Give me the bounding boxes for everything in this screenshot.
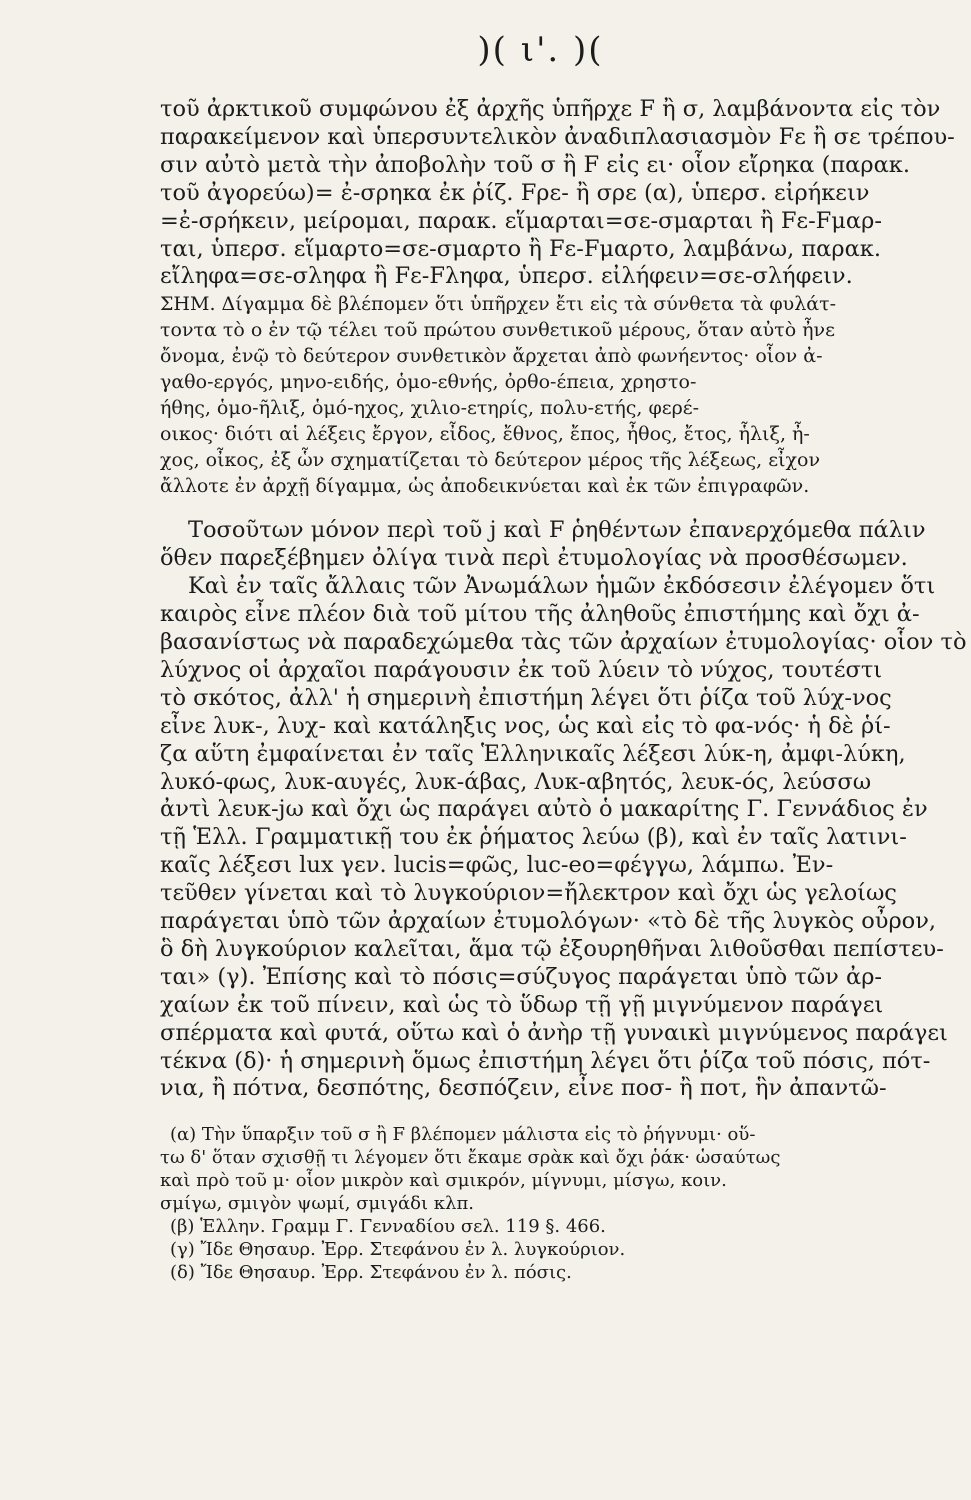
text-line: σιν αὐτὸ μετὰ τὴν ἀποβολὴν τοῦ σ ἢ F εἰς ει· οἷον εἴρηκα (παρακ. [160, 151, 910, 178]
text-line: ἀντὶ λευκ-jω καὶ ὄχι ὡς παράγει αὐτὸ ὁ μακαρίτης Γ. Γεννάδιος ἐν [160, 796, 928, 823]
note-line: χος, οἶκος, ἐξ ὧν σχηματίζεται τὸ δεύτερον μέρος τῆς λέξεως, εἶχον [160, 449, 820, 472]
text-line: =ἐ-σρήκειν, μείρομαι, παρακ. εἵμαρται=σε-σμαρται ἢ Fε-Fμαρ- [160, 207, 882, 234]
text-line: ὅθεν παρεξέβημεν ὀλίγα τινὰ περὶ ἐτυμολογίας νὰ προσθέσωμεν. [160, 545, 908, 572]
footnote-b: (β) Ἑλλην. Γραμμ Γ. Γενναδίου σελ. 119 §. 466. [170, 1216, 606, 1238]
text-line: ὃ δὴ λυγκούριον καλεῖται, ἅμα τῷ ἐξουρηθῆναι λιθοῦσθαι πεπίστευ- [160, 935, 944, 962]
text-line: ται» (γ). Ἐπίσης καὶ τὸ πόσις=σύζυγος παράγεται ὑπὸ τῶν ἀρ- [160, 963, 883, 990]
text-line: Τοσοῦτων μόνον περὶ τοῦ j καὶ F ῥηθέντων ἐπανερχόμεθα πάλιν [188, 517, 926, 544]
text-line: χαίων ἐκ τοῦ πίνειν, καὶ ὡς τὸ ὕδωρ τῇ γῇ μιγνύμενον παράγει [160, 991, 884, 1018]
note-line: ὄνομα, ἐνῷ τὸ δεύτερον συνθετικὸν ἄρχεται ἀπὸ φωνήεντος· οἷον ἀ- [160, 345, 823, 368]
note-line: τοντα τὸ ο ἐν τῷ τέλει τοῦ πρώτου συνθετικοῦ μέρους, ὅταν αὐτὸ ἦνε [160, 319, 835, 342]
text-line: σπέρματα καὶ φυτά, οὕτω καὶ ὁ ἀνὴρ τῇ γυναικὶ μιγνύμενος παράγει [160, 1019, 948, 1046]
paragraph-2 [160, 517, 926, 573]
text-line: ζα αὕτη ἐμφαίνεται ἐν ταῖς Ἑλληνικαῖς λέξεσι λύκ-η, ἀμφι-λύκη, [160, 740, 906, 767]
footnote-a-line: καὶ πρὸ τοῦ μ· οἷον μικρὸν καὶ σμικρόν, μίγνυμι, μίσγω, κοιν. [160, 1170, 727, 1192]
text-line: τοῦ ἀγορεύω)= ἐ-σρηκα ἐκ ῥίζ. Fρε- ἢ σρε (α), ὑπερσ. εἰρήκειν [160, 179, 870, 206]
text-line: τὸ σκότος, ἀλλ' ἡ σημερινὴ ἐπιστήμη λέγει ὅτι ῥίζα τοῦ λύχ-νος [160, 684, 892, 711]
paragraph-3 [160, 573, 967, 1103]
text-line: τῇ Ἑλλ. Γραμματικῇ του ἐκ ῥήματος λεύω (β), καὶ ἐν ταῖς λατινι- [160, 824, 907, 851]
note-line: ἄλλοτε ἐν ἀρχῇ δίγαμμα, ὡς ἀποδεικνύεται καὶ ἐκ τῶν ἐπιγραφῶν. [160, 475, 810, 498]
text-line: εἶνε λυκ-, λυχ- καὶ κατάληξις νος, ὡς καὶ εἰς τὸ φα-νός· ἡ δὲ ῥί- [160, 712, 891, 739]
text-line: Καὶ ἐν ταῖς ἄλλαις τῶν Ἀνωμάλων ἡμῶν ἐκδόσεσιν ἐλέγομεν ὅτι [188, 573, 936, 600]
text-line: παράγεται ὑπὸ τῶν ἀρχαίων ἐτυμολόγων· «τὸ δὲ τῆς λυγκὸς οὖρον, [160, 908, 937, 935]
text-line: λύχνος οἱ ἀρχαῖοι παράγουσιν ἐκ τοῦ λύειν τὸ νύχος, τουτέστι [160, 656, 883, 683]
text-line: τέκνα (δ)· ἡ σημερινὴ ὅμως ἐπιστήμη λέγει ὅτι ῥίζα τοῦ πόσις, πότ- [160, 1047, 931, 1074]
text-line: παρακείμενον καὶ ὑπερσυντελικὸν ἀναδιπλασιασμὸν Fε ἢ σε τρέπου- [160, 123, 955, 150]
footnote-d: (δ) Ἴδε Θησαυρ. Ἐρρ. Στεφάνου ἐν λ. πόσις. [170, 1262, 572, 1284]
note-line: ήθης, ὁμο-ῆλιξ, ὁμό-ηχος, χιλιο-ετηρίς, πολυ-ετής, φερέ- [160, 397, 700, 420]
text-line: τεῦθεν γίνεται καὶ τὸ λυγκούριον=ἤλεκτρον καὶ ὄχι ὡς γελοίως [160, 880, 897, 907]
text-line: καιρὸς εἶνε πλέον διὰ τοῦ μίτου τῆς ἀληθοῦς ἐπιστήμης καὶ ὄχι ἀ- [160, 601, 920, 628]
note-line: ΣΗΜ. Δίγαμμα δὲ βλέπομεν ὅτι ὑπῆρχεν ἔτι εἰς τὰ σύνθετα τὰ φυλάτ- [160, 293, 837, 316]
text-line: ται, ὑπερσ. εἵμαρτο=σε-σμαρτο ἢ Fε-Fμαρτο, λαμβάνω, παρακ. [160, 235, 881, 262]
text-line: βασανίστως νὰ παραδεχώμεθα τὰς τῶν ἀρχαίων ἐτυμολογίας· οἷον τὸ [160, 628, 967, 655]
page-number: )( ι'. )( [477, 30, 604, 70]
note-line: γαθο-εργός, μηνο-ειδής, ὁμο-εθνής, ὀρθο-έπεια, χρηστο- [160, 371, 697, 394]
text-line: καῖς λέξεσι lux γεν. lucis=φῶς, luc-eo=φέγγω, λάμπω. Ἐν- [160, 852, 834, 879]
note-line: οικος· διότι αἱ λέξεις ἔργον, εἶδος, ἔθνος, ἔπος, ἦθος, ἔτος, ἧλιξ, ἦ- [160, 423, 810, 446]
text-line: εἴληφα=σε-σληφα ἢ Fε-Fληφα, ὑπερσ. εἰλήφειν=σε-σλήφειν. [160, 263, 853, 290]
text-line: τοῦ ἀρκτικοῦ συμφώνου ἐξ ἀρχῆς ὑπῆρχε F ἢ σ, λαμβάνοντα εἰς τὸν [160, 96, 941, 122]
footnotes [160, 1123, 920, 1284]
footnote-a-line: (α) Τὴν ὕπαρξιν τοῦ σ ἢ F βλέπομεν μάλιστα εἰς τὸ ῥήγνυμι· οὕ- [170, 1124, 756, 1146]
note-block [160, 291, 920, 499]
footnote-a-line: τω δ' ὅταν σχισθῇ τι λέγομεν ὅτι ἔκαμε σρὰκ καὶ ὄχι ῥάκ· ὡσαύτως [160, 1147, 781, 1169]
footnote-g: (γ) Ἴδε Θησαυρ. Ἐρρ. Στεφάνου ἐν λ. λυγκούριον. [170, 1239, 626, 1261]
paragraph-1 [160, 96, 955, 291]
text-line: λυκό-φως, λυκ-αυγές, λυκ-άβας, Λυκ-αβητός, λευκ-ός, λεύσσω [160, 768, 872, 795]
text-line: νια, ἢ πότνα, δεσπότης, δεσπόζειν, εἶνε ποσ- ἢ ποτ, ἣν ἀπαντῶ- [160, 1075, 887, 1102]
footnote-a-line: σμίγω, σμιγὸν ψωμί, σμιγάδι κλπ. [160, 1193, 474, 1215]
